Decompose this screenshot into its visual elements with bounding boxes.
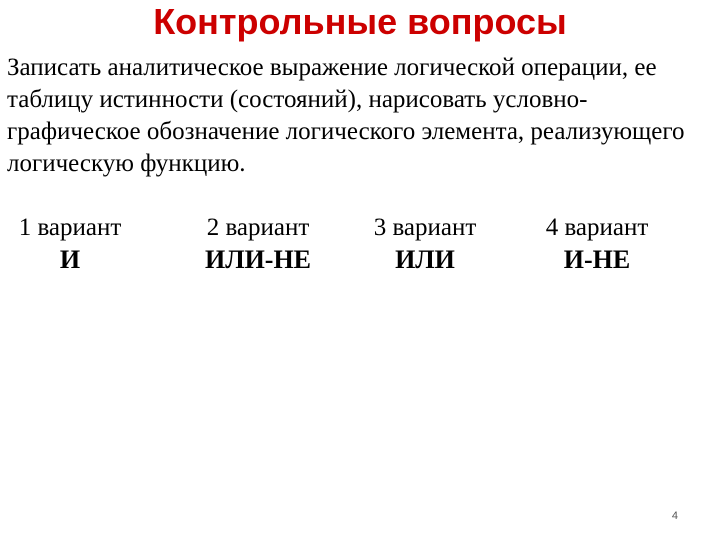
variant-gate: И-НЕ xyxy=(563,245,631,274)
variant-gate: ИЛИ xyxy=(395,245,455,274)
variants-list xyxy=(0,212,720,282)
slide-title: Контрольные вопросы xyxy=(153,1,567,42)
variant-label: 2 вариант xyxy=(206,214,310,241)
task-description: Записать аналитическое выражение логической операции, ее таблицу истинности (состояний), нарисовать условно-графическое обозначение логического элемента, реализующего логическую функцию. xyxy=(7,54,685,177)
variant-1 xyxy=(5,212,135,276)
variant-4 xyxy=(532,212,662,276)
variant-2 xyxy=(193,212,323,276)
variant-gate: ИЛИ-НЕ xyxy=(204,245,312,274)
variant-label: 4 вариант xyxy=(545,214,649,241)
variant-label: 3 вариант xyxy=(373,214,477,241)
variant-gate: И xyxy=(59,245,81,274)
variant-label: 1 вариант xyxy=(18,214,122,241)
page-number: 4 xyxy=(671,510,678,522)
variant-3 xyxy=(360,212,490,276)
